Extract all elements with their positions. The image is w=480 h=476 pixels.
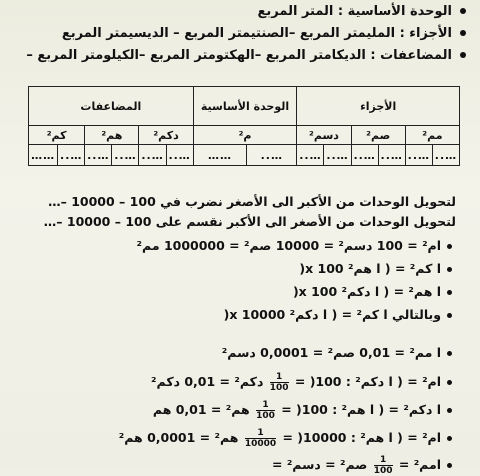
bullet-icon bbox=[447, 313, 452, 318]
abbr-cell: صم² bbox=[351, 126, 405, 145]
bullet-icon bbox=[447, 463, 452, 468]
fraction: $\frac{1}{100}$ bbox=[269, 372, 289, 393]
definition-title: الأجزاء : bbox=[399, 25, 452, 41]
blank-cell: ….. bbox=[297, 145, 324, 166]
blank-cell: …… bbox=[193, 145, 247, 166]
fraction: $\frac{1}{100}$ bbox=[256, 400, 275, 421]
table-abbreviation-row bbox=[29, 126, 460, 145]
abbr-cell: مم² bbox=[405, 126, 459, 145]
bullet-icon bbox=[447, 408, 452, 413]
bullet-icon bbox=[447, 267, 452, 272]
abbr-cell: كم² bbox=[29, 126, 85, 145]
table-dots-row bbox=[29, 145, 460, 166]
definition-text: المتر المربع bbox=[257, 3, 338, 19]
blank-cell: ….. bbox=[378, 145, 405, 166]
formula-line: ام² = 100 دسم² = 10000 صم² = 1000000 مم² bbox=[137, 238, 452, 253]
definition-title: المضاعفات : bbox=[370, 47, 452, 63]
formula-line: ا دكم² = ( ا هم² : 100( = $\frac{1}{100}$ هم² = 0,01 هم bbox=[153, 400, 452, 421]
blank-cell: ….. bbox=[112, 145, 139, 166]
units-table bbox=[28, 86, 460, 166]
fraction: $\frac{1}{10000}$ bbox=[244, 428, 277, 449]
bullet-icon bbox=[460, 8, 466, 14]
blank-cell: ….. bbox=[139, 145, 166, 166]
definition-parts bbox=[11, 22, 466, 44]
blank-cell: ….. bbox=[58, 145, 85, 166]
definitions-list bbox=[11, 0, 466, 66]
definition-multiples bbox=[11, 44, 466, 66]
rule-large-to-small: لتحويل الوحدات من الأكبر الى الأصغر نضرب في 100 – 10000 –… bbox=[48, 194, 456, 209]
blank-cell: ….. bbox=[324, 145, 351, 166]
header-base-unit: الوحدة الأساسية bbox=[193, 87, 297, 126]
header-parts: الأجزاء bbox=[297, 87, 460, 126]
formula-line: ام² = ( ا هم² : 10000( = $\frac{1}{10000}$ هم² = 0,0001 هم² bbox=[119, 428, 452, 449]
blank-cell: …… bbox=[29, 145, 58, 166]
blank-cell: ….. bbox=[405, 145, 432, 166]
formula-line: ام² = ( ا دكم² : 100( = $\frac{1}{100}$ دكم² = 0,01 دكم² bbox=[151, 372, 452, 393]
abbr-cell: م² bbox=[193, 126, 297, 145]
bullet-icon bbox=[447, 380, 452, 385]
abbr-cell: دسم² bbox=[297, 126, 351, 145]
formula-line: وبالتالي ا كم² = ( ا دكم² x 10000( bbox=[224, 307, 452, 322]
bullet-icon bbox=[447, 290, 452, 295]
abbr-cell: هم² bbox=[85, 126, 139, 145]
rule-small-to-large: لتحويل الوحدات من الأصغر الى الأكبر نقسم على 100 – 10000 –… bbox=[43, 214, 456, 229]
bullet-icon bbox=[447, 436, 452, 441]
abbr-cell: دكم² bbox=[139, 126, 193, 145]
blank-cell: ….. bbox=[351, 145, 378, 166]
bullet-icon bbox=[460, 52, 466, 58]
bullet-icon bbox=[447, 244, 452, 249]
definition-title: الوحدة الأساسية : bbox=[337, 3, 452, 19]
definition-text: المليمتر المربع –الصنتيمتر المربع – الديسيمتر المربع bbox=[61, 25, 400, 41]
bullet-icon bbox=[460, 30, 466, 36]
blank-cell: ….. bbox=[85, 145, 112, 166]
formula-line: ا مم² = 0,01 صم² = 0,0001 دسم² bbox=[222, 345, 452, 360]
definition-text: الديكامتر المربع –الهكتومتر المربع –الكيلومتر المربع – bbox=[26, 47, 371, 63]
formula-line: ا هم² = ( ا دكم² x 100( bbox=[293, 284, 452, 299]
blank-cell: ….. bbox=[432, 145, 459, 166]
header-multiples: المضاعفات bbox=[29, 87, 194, 126]
definition-base-unit bbox=[11, 0, 466, 22]
blank-cell: ….. bbox=[166, 145, 193, 166]
formula-line: امم² = $\frac{1}{100}$ صم² = دسم² = bbox=[272, 455, 452, 476]
formula-line: ا كم² = ( ا هم² x 100( bbox=[299, 261, 452, 276]
blank-cell: ….. bbox=[247, 145, 297, 166]
bullet-icon bbox=[447, 351, 452, 356]
table-header-row bbox=[29, 87, 460, 126]
fraction: $\frac{1}{100}$ bbox=[373, 455, 393, 476]
